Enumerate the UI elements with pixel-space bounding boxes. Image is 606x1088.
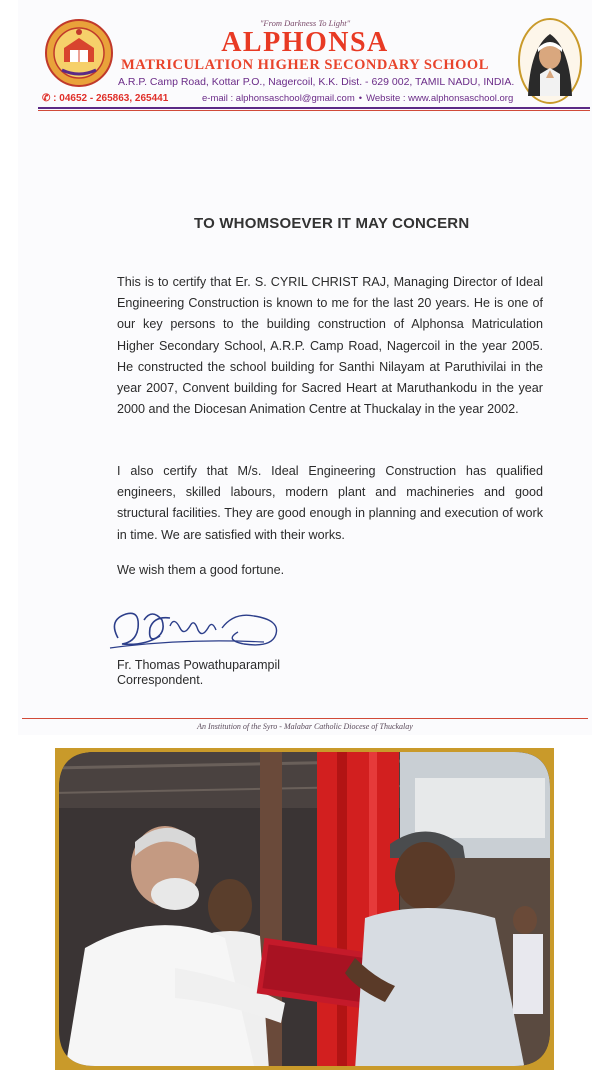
- letterhead: [18, 0, 592, 112]
- letter-paragraph-2: I also certify that M/s. Ideal Engineering Construction has qualified engineers, skilled labours, modern plant and machineries and good structural facilities. They are good enough in planning and execution of work in time. We are satisfied with their works.: [117, 464, 543, 542]
- award-ceremony-photo: [55, 748, 554, 1070]
- school-contact: [202, 93, 513, 104]
- school-email: e-mail : alphonsaschool@gmail.com: [202, 93, 355, 104]
- letter-paragraph-3: We wish them a good fortune.: [117, 563, 285, 577]
- award-photo-frame: [55, 748, 554, 1070]
- contact-separator: •: [358, 93, 363, 104]
- signer-title: Correspondent.: [117, 673, 204, 687]
- letterhead-rule-thin: [38, 110, 590, 111]
- school-phone: ✆ : 04652 - 265863, 265441: [42, 93, 169, 104]
- footer-rule: [22, 718, 588, 719]
- letter-heading: TO WHOMSOEVER IT MAY CONCERN: [194, 215, 470, 232]
- signer-name: Fr. Thomas Powathuparampil: [117, 658, 281, 672]
- footer-text: An Institution of the Syro - Malabar Catholic Diocese of Thuckalay: [197, 722, 413, 731]
- signer-block: [117, 658, 280, 688]
- letterhead-rule: [38, 107, 590, 109]
- school-website: Website : www.alphonsaschool.org: [366, 93, 514, 104]
- school-name: ALPHONSA: [221, 27, 389, 58]
- school-address: A.R.P. Camp Road, Kottar P.O., Nagercoil, K.K. Dist. - 629 002, TAMIL NADU, INDIA.: [118, 76, 515, 88]
- letter-paragraph-1: This is to certify that Er. S. CYRIL CHRIST RAJ, Managing Director of Ideal Engineering Construction is known to me for the last 20 years. He is one of our key persons to the building construction of Alphonsa Matriculation Higher Secondary School, A.R.P. Camp Road, Nagercoil in the year 2005. He constructed the school building for Santhi Nilayam at Paruthivilai in the year 2007, Convent building for Sacred Heart at Maruthankodu in the year 2000 and the Diocesan Animation Centre at Thuckalay in the year 2002.: [117, 275, 543, 417]
- handwritten-signature-icon: [104, 598, 294, 656]
- school-motto: "From Darkness To Light": [259, 18, 351, 28]
- letter-page: [18, 0, 592, 735]
- school-subtitle: MATRICULATION HIGHER SECONDARY SCHOOL: [121, 57, 489, 73]
- saint-portrait-icon: [518, 18, 582, 104]
